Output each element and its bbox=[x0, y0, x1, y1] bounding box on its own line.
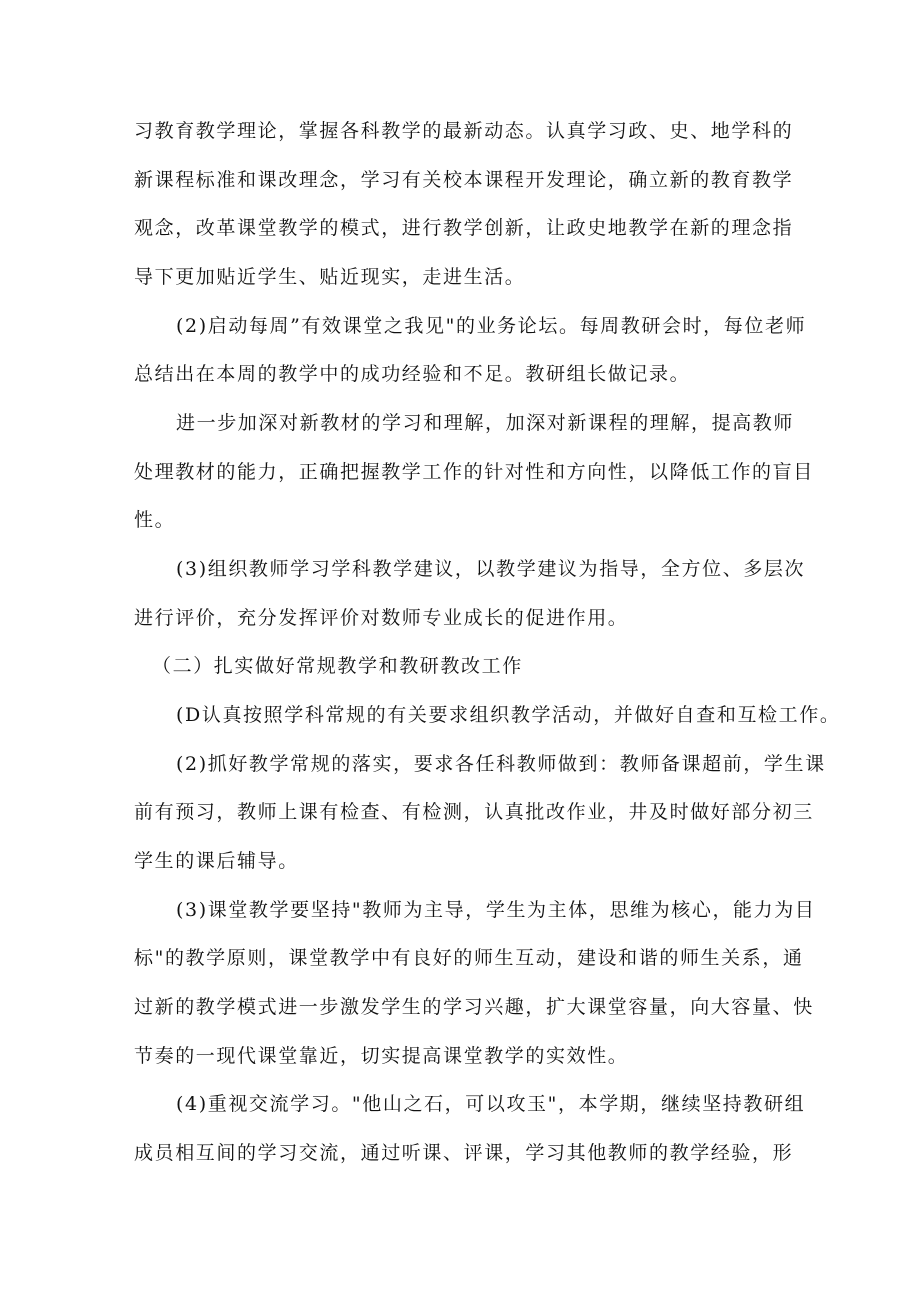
text-line: (D认真按照学科常规的有关要求组织教学活动，并做好自查和互检工作。 bbox=[176, 704, 841, 726]
text-line: 成员相互间的学习交流，通过听课、评课，学习其他教师的教学经验，形 bbox=[134, 1142, 794, 1164]
text-line: (2)启动每周”有效课堂之我见"的业务论坛。每周教研会时，每位老师 bbox=[176, 315, 807, 337]
text-line: 前有预习，教师上课有检查、有检测，认真批改作业，井及时做好部分初三 bbox=[134, 801, 814, 823]
text-line: 节奏的一现代课堂靠近，切实提高课堂教学的实效性。 bbox=[134, 1045, 629, 1067]
text-line: 处理教材的能力，正确把握教学工作的针对性和方向性，以降低工作的盲目 bbox=[134, 461, 814, 483]
text-line: 新课程标准和课改理念，学习有关校本课程开发理论，确立新的教育教学 bbox=[134, 169, 794, 191]
text-line: (3)课堂教学要坚持"教师为主导，学生为主体，思维为核心，能力为目 bbox=[176, 899, 816, 921]
text-line: 导下更加贴近学生、贴近现实，走进生活。 bbox=[134, 266, 526, 288]
text-line: 总结出在本周的教学中的成功经验和不足。教研组长做记录。 bbox=[134, 363, 691, 385]
text-line: 过新的教学模式进一步激发学生的学习兴趣，扩大课堂容量，向大容量、快 bbox=[134, 996, 814, 1018]
text-line: 标"的教学原则，课堂教学中有良好的师生互动，建设和谐的师生关系，通 bbox=[134, 947, 804, 969]
section-heading: （二）扎实做好常规教学和教研教改工作 bbox=[152, 655, 523, 677]
text-line: 学生的课后辅导。 bbox=[134, 850, 299, 872]
text-line: (3)组织教师学习学科教学建议，以教学建议为指导，全方位、多层次 bbox=[176, 558, 806, 580]
text-line: 性。 bbox=[134, 509, 176, 531]
text-line: 进行评价，充分发挥评价对数师专业成长的促进作用。 bbox=[134, 607, 629, 629]
text-line: 习教育教学理论，掌握各科教学的最新动态。认真学习政、史、地学科的 bbox=[134, 120, 794, 142]
text-line: 观念，改革课堂教学的模式，进行教学创新，让政史地教学在新的理念指 bbox=[134, 217, 794, 239]
text-line: (4)重视交流学习。"他山之石，可以攻玉"，本学期，继续坚持教研组 bbox=[176, 1093, 806, 1115]
text-line: 进一步加深对新教材的学习和理解，加深对新课程的理解，提高教师 bbox=[176, 412, 795, 434]
text-line: (2)抓好教学常规的落实，要求各任科教师做到：教师备课超前，学生课 bbox=[176, 753, 826, 775]
